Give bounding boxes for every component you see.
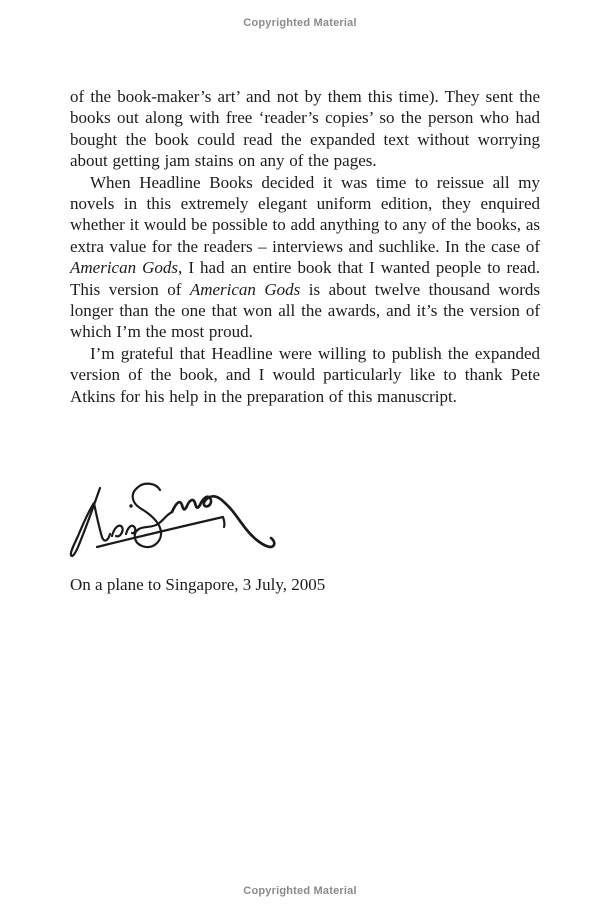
dateline: On a plane to Singapore, 3 July, 2005 <box>70 575 326 594</box>
text-segment: is about twelve thousand words longer than the one that won all the awards, and it’s the version of which I’m the most proud. <box>70 279 540 342</box>
paragraph <box>70 343 540 407</box>
copyright-watermark-bottom: Copyrighted Material <box>243 885 357 897</box>
text-segment: , I had an entire book that I wanted people to read. This version of <box>70 258 541 299</box>
paragraph <box>70 86 540 172</box>
copyright-watermark-top: Copyrighted Material <box>243 17 357 29</box>
italic-text-segment: American Gods <box>70 258 179 278</box>
text-segment: of the book-maker’s art’ and not by them this time). They sent the books out along with free ‘reader’s copies’ so the person who had bought the book could read the expanded text without worrying about getting jam stains on any of the pages. <box>70 87 540 171</box>
italic-text-segment: American Gods <box>189 279 301 299</box>
page-text <box>70 86 540 407</box>
signature-drawing <box>66 478 286 568</box>
text-segment: I’m grateful that Headline were willing to publish the expanded version of the book, and I would particularly like to thank Pete Atkins for his help in the preparation of this manuscript. <box>70 343 540 406</box>
author-signature <box>66 478 286 568</box>
paragraph <box>70 172 540 343</box>
text-segment: When Headline Books decided it was time to reissue all my novels in this extremely elegant uniform edition, they enquired whether it would be possible to add anything to any of the books, as extra value for the readers – interviews and suchlike. In the case of <box>70 172 540 256</box>
